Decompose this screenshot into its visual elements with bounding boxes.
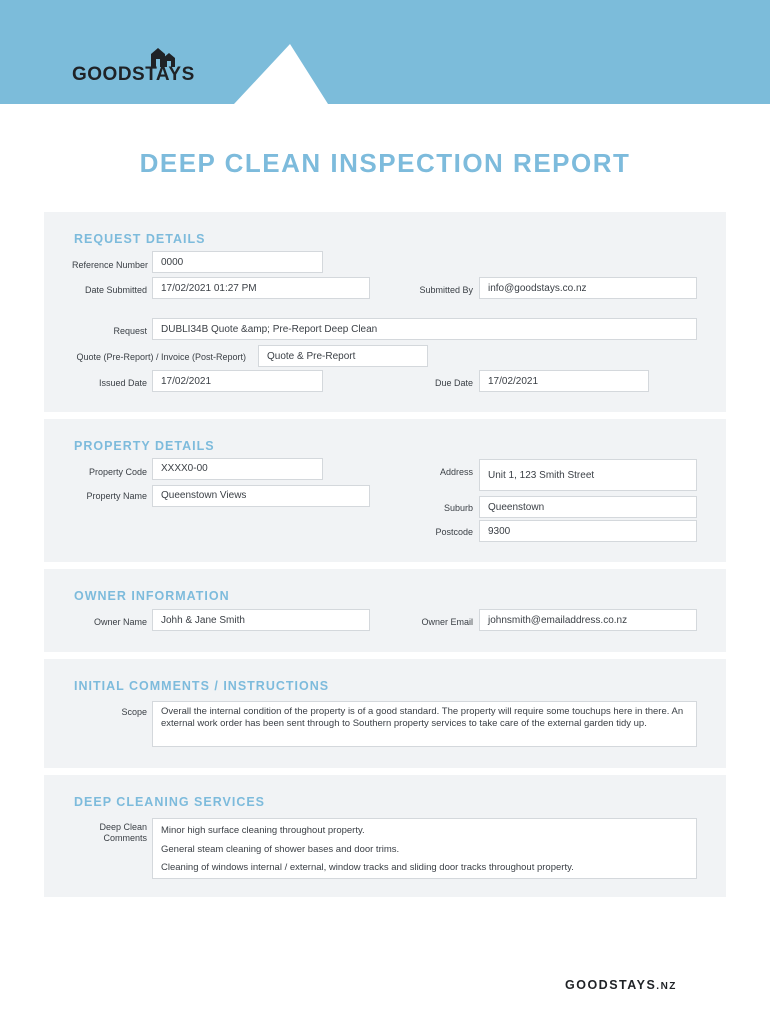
date-submitted-label: Date Submitted xyxy=(84,285,147,295)
issued-date-label: Issued Date xyxy=(98,378,147,388)
footer-brand xyxy=(565,978,677,992)
request-label: Request xyxy=(113,326,147,336)
owner-name-label: Owner Name xyxy=(93,617,147,627)
section-title: OWNER INFORMATION xyxy=(74,589,230,603)
request-field[interactable]: DUBLI34B Quote &amp; Pre-Report Deep Clean xyxy=(152,318,697,340)
request-details-section xyxy=(44,212,726,412)
comment-line: General steam cleaning of shower bases and door trims. xyxy=(161,843,400,855)
property-name-field[interactable]: Queenstown Views xyxy=(152,485,370,507)
deep-clean-comments-label xyxy=(99,822,147,844)
quote-invoice-label: Quote (Pre-Report) / Invoice (Post-Report) xyxy=(76,352,246,362)
postcode-field[interactable]: 9300 xyxy=(479,520,697,542)
logo-wordmark: GOODSTAYS xyxy=(72,64,195,85)
section-title: DEEP CLEANING SERVICES xyxy=(74,795,266,809)
address-label: Address xyxy=(439,467,473,477)
scope-field[interactable]: Overall the internal condition of the property is of a good standard. The property will require some touchups here in there. An external work order has been sent through to Southern property services to take care of the external garden tidy up. xyxy=(152,701,697,747)
suburb-field[interactable]: Queenstown xyxy=(479,496,697,518)
owner-email-field[interactable]: johnsmith@emailaddress.co.nz xyxy=(479,609,697,631)
scope-label: Scope xyxy=(121,707,147,717)
reference-number-label: Reference Number xyxy=(71,260,148,270)
due-date-label: Due Date xyxy=(434,378,473,388)
property-name-label: Property Name xyxy=(86,491,147,501)
issued-date-field[interactable]: 17/02/2021 xyxy=(152,370,323,392)
deep-clean-label-line1: Deep Clean xyxy=(99,822,147,832)
owner-information-section xyxy=(44,569,726,652)
footer-brand-name: GOODSTAYS xyxy=(565,978,657,992)
section-title: PROPERTY DETAILS xyxy=(74,439,215,453)
owner-email-label: Owner Email xyxy=(421,617,473,627)
deep-cleaning-section xyxy=(44,775,726,897)
suburb-label: Suburb xyxy=(443,503,473,513)
date-submitted-field[interactable]: 17/02/2021 01:27 PM xyxy=(152,277,370,299)
postcode-label: Postcode xyxy=(435,527,473,537)
submitted-by-field[interactable]: info@goodstays.co.nz xyxy=(479,277,697,299)
footer-brand-tld: .NZ xyxy=(656,981,677,992)
quote-invoice-field[interactable]: Quote & Pre-Report xyxy=(258,345,428,367)
goodstays-logo xyxy=(72,46,217,88)
due-date-field[interactable]: 17/02/2021 xyxy=(479,370,649,392)
deep-clean-label-line2: Comments xyxy=(103,833,147,843)
property-details-section xyxy=(44,419,726,562)
address-field[interactable]: Unit 1, 123 Smith Street xyxy=(479,459,697,491)
owner-name-field[interactable]: Johh & Jane Smith xyxy=(152,609,370,631)
comment-line: Minor high surface cleaning throughout property. xyxy=(161,825,365,836)
reference-number-field[interactable]: 0000 xyxy=(152,251,323,273)
page-title: DEEP CLEAN INSPECTION REPORT xyxy=(139,148,631,178)
deep-clean-comments-field[interactable] xyxy=(152,818,697,879)
comment-line: Cleaning of windows internal / external, window tracks and sliding door tracks throughout property. xyxy=(161,862,574,873)
section-title: INITIAL COMMENTS / INSTRUCTIONS xyxy=(74,679,330,693)
property-code-field[interactable]: XXXX0-00 xyxy=(152,458,323,480)
initial-comments-section xyxy=(44,659,726,768)
submitted-by-label: Submitted By xyxy=(419,285,473,295)
property-code-label: Property Code xyxy=(88,467,147,477)
section-title: REQUEST DETAILS xyxy=(74,232,206,246)
